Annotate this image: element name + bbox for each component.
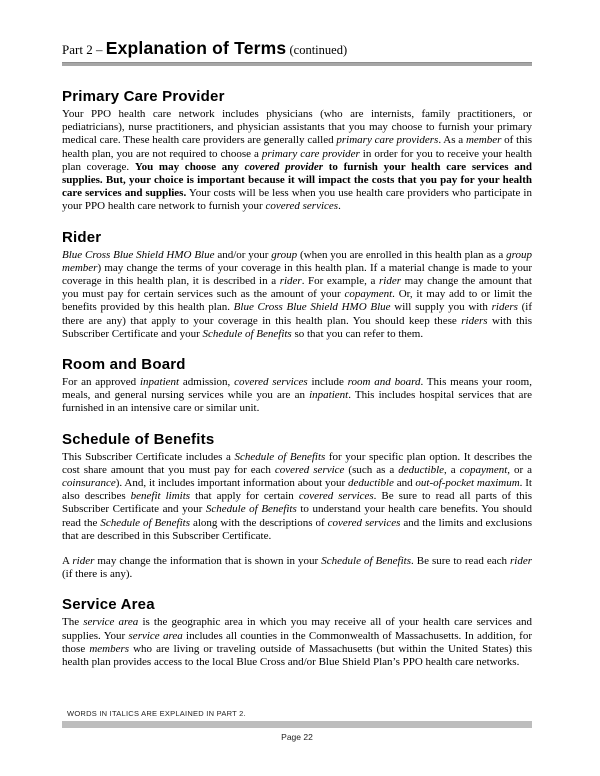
text-run: covered services — [298, 490, 374, 503]
text-run: covered provider — [244, 160, 323, 173]
text-run: group member — [62, 248, 532, 274]
text-run: covered services — [234, 376, 308, 389]
text-run: group — [271, 248, 298, 261]
continued-label: (continued) — [286, 43, 348, 57]
section-rider — [62, 229, 532, 341]
text-run: Schedule of Benefits — [234, 450, 326, 463]
text-run: (if there is any). — [62, 568, 133, 581]
text-run: out-of-pocket maximum — [415, 477, 520, 490]
section-paragraph — [62, 555, 532, 581]
text-run: service area — [128, 629, 183, 642]
text-run: , a — [444, 463, 460, 476]
section-heading: Room and Board — [62, 356, 186, 374]
text-run: may change the information that is shown in your — [94, 555, 322, 568]
text-run: . Or, it may add to or limit the benefits provided by this health plan. — [62, 288, 532, 314]
text-run: and the limits and exclusions that are described in this Subscriber Certificate. — [62, 516, 532, 542]
section-paragraph — [62, 616, 532, 669]
text-run: , or a — [507, 463, 533, 476]
section-heading: Service Area — [62, 596, 155, 614]
section-service-area — [62, 596, 532, 669]
text-run: copayment — [459, 463, 508, 476]
text-run: . It also describes — [62, 477, 532, 503]
text-run: primary care provider — [261, 147, 360, 160]
text-run: Schedule of Benefits — [100, 516, 190, 529]
section-paragraph — [62, 249, 532, 341]
text-run: This Subscriber Certificate includes a — [62, 450, 235, 463]
page-number: Page 22 — [281, 732, 313, 742]
text-run: For an approved — [62, 376, 140, 389]
text-run: rider — [72, 555, 95, 568]
section-paragraph — [62, 108, 532, 214]
page-title: Explanation of Terms — [105, 38, 287, 58]
text-run: rider — [379, 275, 401, 288]
text-run: for your specific plan option. It describes the cost share amount that you must pay for each — [62, 450, 532, 476]
text-run: coinsurance — [62, 477, 116, 490]
section-schedule-of-benefits — [62, 431, 532, 582]
section-primary-care-provider — [62, 88, 532, 214]
text-run: Blue Cross Blue Shield HMO Blue — [233, 301, 391, 314]
text-run: admission, — [179, 376, 235, 389]
text-run: members — [89, 642, 130, 655]
text-run: rider — [279, 275, 302, 288]
text-run: include — [307, 376, 348, 389]
text-run: riders — [491, 301, 518, 314]
text-run: will supply you with — [390, 301, 492, 314]
text-run: to furnish your health care services and supplies. But, your choice is important because it will impact the costs that you pay for your health care services and supplies. — [62, 160, 532, 200]
text-run: . For example, a — [301, 275, 379, 288]
text-run: . Be sure to read each — [410, 555, 510, 568]
text-run: and — [393, 477, 416, 490]
section-paragraph — [62, 451, 532, 543]
text-run: deductible — [348, 477, 394, 490]
text-run: inpatient — [139, 376, 180, 389]
footer-divider — [62, 721, 532, 728]
text-run: . Be sure to read all parts of this Subscriber Certificate and your — [62, 490, 532, 516]
text-run: that apply for certain — [190, 490, 299, 503]
section-room-and-board — [62, 356, 532, 416]
text-run: may change the amount that you must pay for certain services such as the amount of your — [62, 275, 532, 301]
text-run: . As a — [438, 134, 466, 147]
text-run: covered services — [327, 516, 401, 529]
section-paragraph — [62, 376, 532, 416]
text-run: . — [338, 200, 341, 213]
text-run: includes all counties in the Commonwealth of Massachusetts. In addition, for those — [62, 629, 532, 655]
text-run: deductible — [398, 463, 445, 476]
text-run: with this Subscriber Certificate and your — [62, 314, 532, 340]
text-run: You may choose any — [134, 160, 245, 173]
text-run: ) may change the terms of your coverage in this health plan. If a material change is made to your coverage in this health plan, it is described in a — [62, 261, 532, 288]
text-run: ). And, it includes important information about your — [115, 477, 349, 490]
text-run: Schedule of Benefits — [202, 327, 292, 340]
text-run: Your PPO health care network includes physicians (who are internists, family practitioners, or pediatricians), nurse practitioners, and physician assistants that you may choose to furnish your primary medical care. These health care providers are generally called — [62, 108, 532, 147]
section-heading: Schedule of Benefits — [62, 430, 215, 448]
text-run: The — [62, 616, 84, 629]
text-run: rider — [510, 555, 532, 568]
text-run: in order for you to receive your health plan coverage. — [62, 147, 532, 173]
text-run: covered service — [274, 463, 345, 476]
text-run: riders — [461, 314, 488, 327]
text-run: service area — [83, 616, 139, 629]
text-run: of this health plan, you are not required to choose a — [62, 134, 533, 160]
text-run: Schedule of Benefits — [321, 555, 411, 568]
text-run: who are living or traveling outside of Massachusetts (but within the United States) this health plan provides access to the local Blue Cross and/or Blue Shield Plan’s PPO health care networks. — [62, 642, 532, 669]
footer-italics-note: WORDS IN ITALICS ARE EXPLAINED IN PART 2. — [67, 709, 246, 718]
text-run: . This means your room, meals, and general nursing services while you are an — [62, 376, 532, 402]
text-run: (such as a — [344, 463, 399, 476]
section-heading: Primary Care Provider — [62, 88, 225, 105]
text-run: benefit limits — [130, 490, 191, 503]
text-run: room and board — [347, 376, 421, 389]
text-run: Schedule of Benefits — [205, 503, 297, 516]
text-run: is the geographic area in which you may receive all of your health care services and supplies. Your — [62, 616, 532, 642]
page-content — [62, 38, 532, 669]
text-run: so that you can refer to them. — [291, 327, 424, 340]
text-run: primary care providers — [336, 134, 439, 147]
text-run: Your costs will be less when you use health care providers who participate in your PPO health care network to furnish your — [62, 187, 532, 213]
text-run: copayment — [344, 288, 393, 301]
text-run: covered services — [265, 200, 339, 213]
text-run: Blue Cross Blue Shield HMO Blue — [62, 248, 215, 261]
text-run: to understand your health care benefits. You should read the — [62, 503, 532, 529]
text-run: and/or your — [214, 248, 272, 261]
text-run: member — [465, 134, 502, 147]
header-divider — [62, 62, 532, 66]
text-run: (if there are any) that apply to your coverage in this health plan. You should keep these — [62, 301, 532, 327]
text-run: along with the descriptions of — [189, 516, 328, 529]
text-run: (when you are enrolled in this health plan as a — [297, 248, 507, 261]
text-run: A — [62, 555, 73, 568]
section-heading: Rider — [62, 228, 102, 246]
part-label: Part 2 – — [62, 42, 106, 57]
text-run: . This includes hospital services that are furnished in an intensive care or similar unit. — [62, 389, 532, 415]
text-run: inpatient — [309, 389, 349, 402]
running-header — [62, 38, 532, 66]
